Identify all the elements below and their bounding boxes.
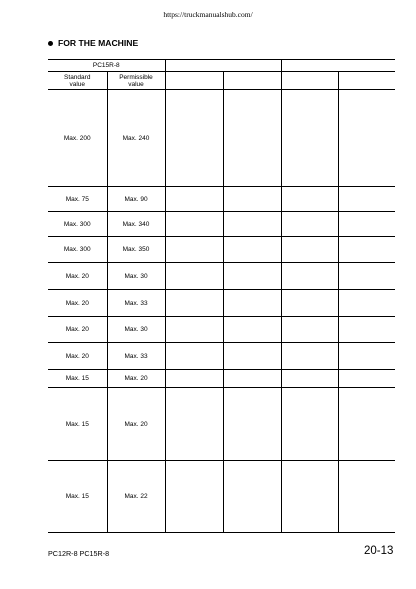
table-row xyxy=(48,263,395,290)
standard-value-cell: Max. 20 xyxy=(48,263,107,290)
empty-cell xyxy=(338,72,395,90)
empty-cell xyxy=(223,90,281,187)
standard-value-cell: Max. 15 xyxy=(48,461,107,533)
standard-value-cell: Max. 200 xyxy=(48,90,107,187)
page-number: 20-13 xyxy=(364,545,394,557)
empty-cell xyxy=(281,90,338,187)
empty-cell xyxy=(223,343,281,370)
standard-value-cell: Max. 20 xyxy=(48,317,107,343)
table-row xyxy=(48,317,395,343)
empty-cell xyxy=(165,461,223,533)
empty-cell xyxy=(223,263,281,290)
standard-value-cell: Max. 300 xyxy=(48,237,107,263)
empty-cell xyxy=(281,461,338,533)
table-row xyxy=(48,370,395,388)
permissible-value-cell: Max. 20 xyxy=(107,388,165,461)
section-title: FOR THE MACHINE xyxy=(58,38,139,48)
empty-cell xyxy=(338,290,395,317)
permissible-value-cell: Max. 20 xyxy=(107,370,165,388)
specification-table xyxy=(48,59,395,533)
empty-cell xyxy=(223,187,281,212)
empty-cell xyxy=(223,237,281,263)
empty-cell xyxy=(223,290,281,317)
empty-cell xyxy=(223,72,281,90)
empty-cell xyxy=(338,212,395,237)
empty-cell xyxy=(165,370,223,388)
empty-cell xyxy=(165,187,223,212)
table-row xyxy=(48,290,395,317)
empty-header-cell xyxy=(281,60,395,72)
empty-cell xyxy=(165,237,223,263)
empty-cell xyxy=(281,263,338,290)
empty-cell xyxy=(338,90,395,187)
empty-cell xyxy=(281,187,338,212)
bullet-icon xyxy=(48,41,53,46)
standard-value-header: Standard value xyxy=(48,72,107,90)
empty-cell xyxy=(281,388,338,461)
permissible-value-cell: Max. 30 xyxy=(107,263,165,290)
permissible-value-cell: Max. 340 xyxy=(107,212,165,237)
empty-cell xyxy=(165,212,223,237)
empty-cell xyxy=(165,388,223,461)
table-row xyxy=(48,187,395,212)
empty-cell xyxy=(165,263,223,290)
empty-cell xyxy=(338,343,395,370)
permissible-value-cell: Max. 240 xyxy=(107,90,165,187)
standard-value-cell: Max. 15 xyxy=(48,388,107,461)
permissible-value-cell: Max. 350 xyxy=(107,237,165,263)
permissible-value-cell: Max. 33 xyxy=(107,343,165,370)
empty-cell xyxy=(338,388,395,461)
table-row xyxy=(48,237,395,263)
section-heading xyxy=(48,38,138,48)
empty-cell xyxy=(165,317,223,343)
empty-cell xyxy=(281,343,338,370)
empty-cell xyxy=(223,388,281,461)
standard-value-cell: Max. 15 xyxy=(48,370,107,388)
source-url: https://truckmanualshub.com/ xyxy=(163,10,253,19)
empty-cell xyxy=(281,72,338,90)
empty-cell xyxy=(223,461,281,533)
table-row xyxy=(48,90,395,187)
empty-cell xyxy=(281,370,338,388)
empty-cell xyxy=(338,461,395,533)
empty-cell xyxy=(338,370,395,388)
standard-value-cell: Max. 75 xyxy=(48,187,107,212)
empty-cell xyxy=(165,343,223,370)
permissible-value-cell: Max. 90 xyxy=(107,187,165,212)
standard-value-cell: Max. 300 xyxy=(48,212,107,237)
empty-cell xyxy=(165,72,223,90)
empty-cell xyxy=(338,263,395,290)
empty-cell xyxy=(223,212,281,237)
empty-cell xyxy=(281,317,338,343)
empty-cell xyxy=(223,317,281,343)
empty-cell xyxy=(165,290,223,317)
empty-cell xyxy=(165,90,223,187)
footer-models: PC12R-8 PC15R-8 xyxy=(48,549,110,558)
standard-value-cell: Max. 20 xyxy=(48,290,107,317)
empty-cell xyxy=(338,317,395,343)
table-row xyxy=(48,212,395,237)
empty-cell xyxy=(223,370,281,388)
permissible-value-cell: Max. 33 xyxy=(107,290,165,317)
table-row xyxy=(48,461,395,533)
permissible-value-cell: Max. 30 xyxy=(107,317,165,343)
empty-cell xyxy=(281,290,338,317)
model-header: PC15R-8 xyxy=(48,60,165,72)
empty-cell xyxy=(281,237,338,263)
permissible-value-cell: Max. 22 xyxy=(107,461,165,533)
table-row xyxy=(48,343,395,370)
empty-cell xyxy=(338,187,395,212)
empty-header-cell xyxy=(165,60,281,72)
standard-value-cell: Max. 20 xyxy=(48,343,107,370)
table-row xyxy=(48,388,395,461)
empty-cell xyxy=(281,212,338,237)
permissible-value-header: Permissible value xyxy=(107,72,165,90)
empty-cell xyxy=(338,237,395,263)
